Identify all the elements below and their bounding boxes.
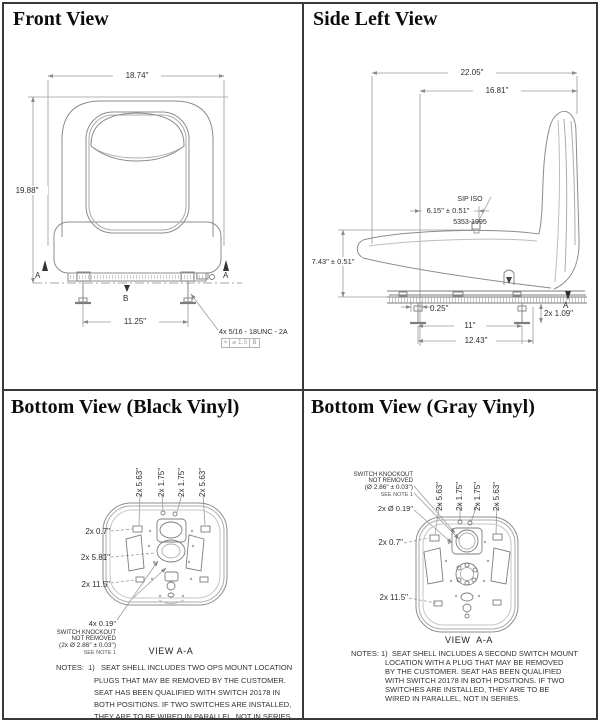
bottom-black-top-dim-4: 2x 5.63" <box>198 467 207 497</box>
side-view-title: Side Left View <box>313 8 438 30</box>
dim-overall-depth-label: 22.05" <box>448 68 496 77</box>
bottom-black-left-dim-3: 2x 11.5" <box>81 580 110 589</box>
sip-iso-line2: 5353-1995 <box>453 218 487 226</box>
gdt-tolerance: ⌀ 1.5 <box>230 339 250 347</box>
bottom-black-knockout-line3: (2x Ø 2.86" ± 0.03") <box>59 642 116 649</box>
dim-stud-spacing-side-label: 11" <box>454 321 486 330</box>
bottom-black-note-line3: SEAT HAS BEEN QUALIFIED WITH SWITCH 20178 IN <box>94 688 281 697</box>
bottom-gray-note-line5: SWITCHES ARE INSTALLED, THEY ARE TO BE <box>385 685 550 694</box>
dim-back-to-front-label: 16.81" <box>473 86 521 95</box>
bottom-gray-hole-dim: 2x Ø 0.19" <box>377 504 413 513</box>
sip-iso-line1: SIP ISO <box>457 196 483 203</box>
bottom-black-knockout-line2: NOT REMOVED <box>71 636 116 642</box>
bottom-gray-note-line3: BY THE CUSTOMER. SEAT HAS BEEN QUALIFIED <box>385 667 562 676</box>
bottom-gray-note-line6: WIRED IN PARALLEL, NOT IN SERIES. <box>385 694 521 703</box>
bottom-black-knockout-line1: SWITCH KNOCKOUT <box>56 630 116 636</box>
bottom-gray-left-dim-2: 2x 11.5" <box>379 593 408 602</box>
bottom-gray-see-note: SEE NOTE 1 <box>380 492 413 498</box>
thread-callout-label: 4x 5/16 - 18UNC - 2A <box>219 327 288 336</box>
section-a-side-label: A <box>563 301 569 310</box>
dim-stud-offset-label: 0.25" <box>430 304 449 313</box>
dim-stud-spacing-label: 11.25" <box>111 317 159 326</box>
bottom-gray-knockout-line3: (Ø 2.86" ± 0.03") <box>364 484 413 491</box>
bottom-black-note-line5: THEY ARE TO BE WIRED IN PARALLEL, NOT IN SERIES. <box>94 712 293 721</box>
dim-stud-length-label: 2x 1.09" <box>544 309 574 318</box>
dim-seat-height-label: 7.43" ± 0.51" <box>304 257 362 266</box>
bottom-black-top-dim-2: 2x 1.75" <box>157 467 166 497</box>
dim-rail-length-label: 12.43" <box>456 336 496 345</box>
datum-b-label: B <box>123 294 129 303</box>
front-view-title: Front View <box>13 8 109 30</box>
bottom-gray-top-dim-1: 2x 5.63" <box>435 481 444 511</box>
bottom-gray-title: Bottom View (Gray Vinyl) <box>311 396 535 418</box>
bottom-black-note-line2: PLUGS THAT MAY BE REMOVED BY THE CUSTOMER. <box>94 676 286 685</box>
bottom-black-hole-dim: 4x 0.19" <box>88 619 116 628</box>
gdt-datum: B <box>252 339 257 346</box>
bottom-black-see-note: SEE NOTE 1 <box>83 650 116 656</box>
section-a-right-label: A <box>223 271 229 280</box>
bottom-black-title: Bottom View (Black Vinyl) <box>11 396 240 418</box>
bottom-gray-top-dim-2: 2x 1.75" <box>455 481 464 511</box>
gdt-position-symbol: ⌖ <box>222 339 230 347</box>
bottom-gray-note-line4: WITH SWITCH 20178 IN BOTH POSITIONS. IF TWO <box>385 676 565 685</box>
bottom-gray-view-label: VIEW A-A <box>445 635 493 645</box>
bottom-gray-note-line2: LOCATION WITH A PLUG THAT MAY BE REMOVED <box>385 658 564 667</box>
bottom-gray-knockout-line1: SWITCH KNOCKOUT <box>353 472 413 478</box>
bottom-gray-top-dim-3: 2x 1.75" <box>473 481 482 511</box>
bottom-gray-top-dim-4: 2x 5.63" <box>492 481 501 511</box>
dim-overall-width-label: 18.74" <box>113 71 161 80</box>
bottom-gray-left-dim-1: 2x 0.7" <box>378 538 403 547</box>
bottom-black-top-dim-1: 2x 5.63" <box>135 467 144 497</box>
bottom-black-top-dim-3: 2x 1.75" <box>177 467 186 497</box>
dim-overall-height-label: 19.88" <box>6 186 48 195</box>
bottom-black-note-line4: BOTH POSITIONS. IF TWO SWITCHES ARE INSTALLED, <box>94 700 292 709</box>
sheet-border <box>2 2 598 720</box>
section-a-left-label: A <box>35 271 41 280</box>
bottom-black-left-dim-2: 2x 5.81" <box>80 553 110 562</box>
bottom-black-note-line1: NOTES: 1) SEAT SHELL INCLUDES TWO OPS MOUNT LOCATION <box>56 663 293 672</box>
bottom-gray-note-line1: NOTES: 1) SEAT SHELL INCLUDES A SECOND SWITCH MOUNT <box>351 649 578 658</box>
dim-sip-setback-label: 6.15" ± 0.51" <box>422 206 474 215</box>
bottom-black-view-label: VIEW A-A <box>148 646 194 656</box>
bottom-gray-knockout-line2: NOT REMOVED <box>368 478 413 484</box>
bottom-black-left-dim-1: 2x 0.7" <box>85 527 110 536</box>
